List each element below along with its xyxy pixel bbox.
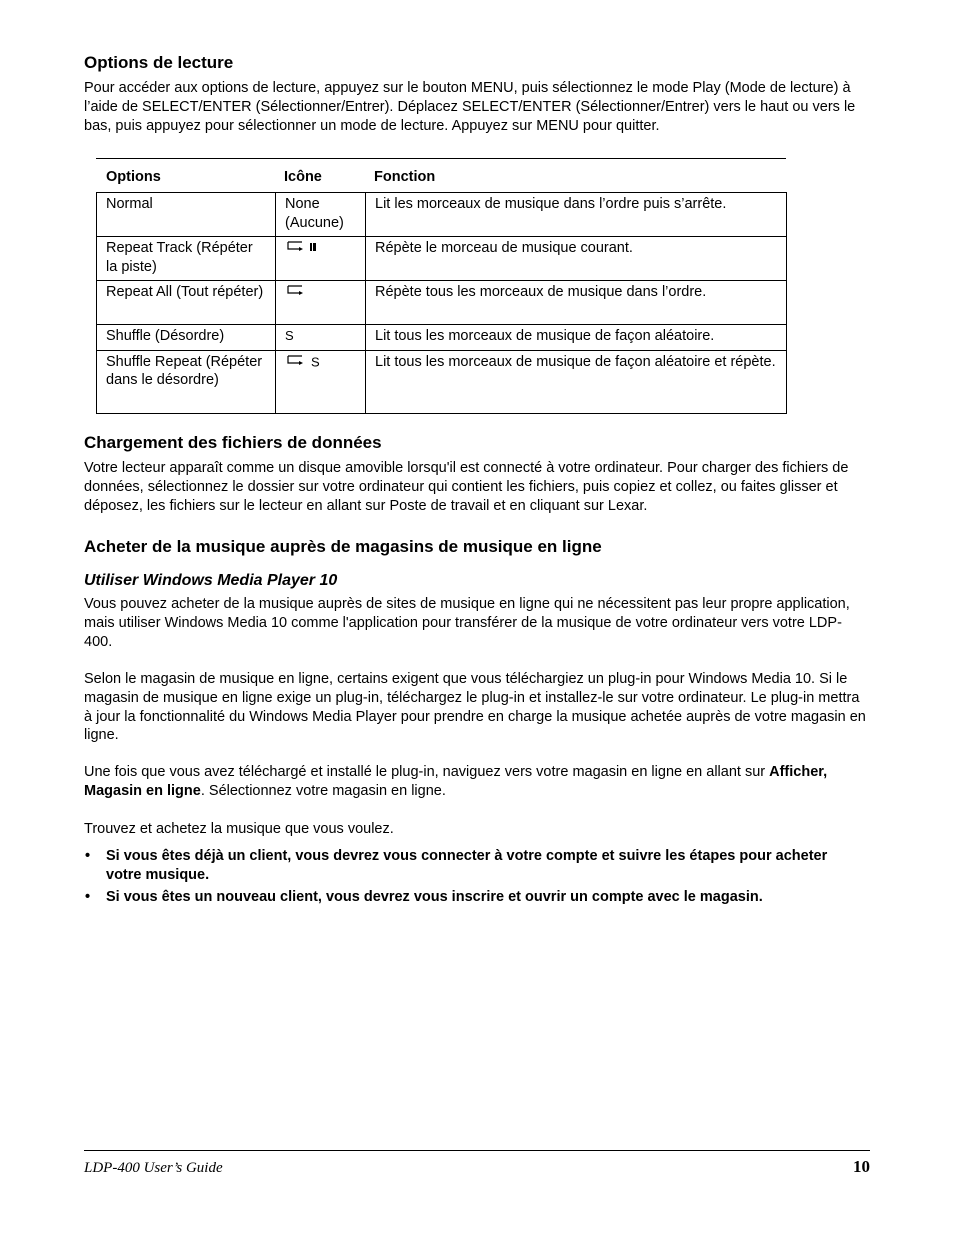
shuffle-icon: S	[285, 328, 294, 343]
option-cell: Normal	[97, 193, 276, 237]
function-cell: Lit les morceaux de musique dans l’ordre puis s’arrête.	[366, 193, 787, 237]
table-header-function: Fonction	[374, 169, 436, 185]
icon-cell	[276, 350, 366, 413]
function-cell: Répète tous les morceaux de musique dans l’ordre.	[366, 281, 787, 325]
table-row	[97, 325, 787, 351]
option-cell: Shuffle Repeat (Répéter dans le désordre)	[97, 350, 276, 413]
function-cell: Lit tous les morceaux de musique de façon aléatoire et répète.	[366, 350, 787, 413]
section-title-options: Options de lecture	[84, 53, 234, 72]
option-cell: Shuffle (Désordre)	[97, 325, 276, 351]
wmp-paragraph-1: Vous pouvez acheter de la musique auprès de sites de musique en ligne qui ne nécessitent pas leur propre application, mais utiliser Windows Media 10 comme l'application pour transférer de la musique de votre ordinateur vers votre LDP-400.	[84, 596, 850, 650]
loading-paragraph: Votre lecteur apparaît comme un disque amovible lorsqu'il est connecté à votre ordinateur. Pour charger des fichiers de données, sélectionnez le dossier sur votre ordinateur qui contient les fichiers, puis copiez et collez, ou faites glisser et déposez, les fichiers sur le lecteur en allant sur Poste de travail et en cliquant sur Lexar.	[84, 460, 849, 514]
page-number: 10	[853, 1157, 870, 1176]
repeat-one-icon	[285, 239, 319, 259]
play-options-table	[96, 192, 787, 414]
bullet-icon: •	[85, 888, 91, 905]
wmp-p3-text-end: . Sélectionnez votre magasin en ligne.	[200, 782, 446, 799]
list-item-text: Si vous êtes déjà un client, vous devrez vous connecter à votre compte et suivre les étapes pour acheter votre musique.	[106, 848, 828, 883]
repeat-shuffle-icon	[285, 353, 307, 373]
function-cell: Lit tous les morceaux de musique de façon aléatoire.	[366, 325, 787, 351]
wmp-paragraph-2: Selon le magasin de musique en ligne, certains exigent que vous téléchargiez un plug-in pour Windows Media 10. Si le magasin de musique en ligne exige un plug-in, téléchargez le plug-in et installez-le sur votre ordinateur. Le plug-in mettra à jour la fonctionnalité du Windows Media Player pour prendre en charge la musique achetée auprès de votre magasin en ligne.	[84, 671, 866, 744]
list-item	[84, 888, 844, 907]
section-title-buy-music: Acheter de la musique auprès de magasins de musique en ligne	[84, 537, 602, 556]
table-header-options: Options	[106, 169, 161, 185]
icon-cell: None (Aucune)	[276, 193, 366, 237]
option-cell: Repeat All (Tout répéter)	[97, 281, 276, 325]
wmp-p3-text: Une fois que vous avez téléchargé et installé le plug-in, naviguez vers votre magasin en ligne en allant sur	[84, 764, 770, 780]
table-row	[97, 237, 787, 281]
repeat-icon	[285, 283, 309, 303]
list-item-text: Si vous êtes un nouveau client, vous devrez vous inscrire et ouvrir un compte avec le magasin.	[106, 888, 763, 905]
shuffle-letter: S	[311, 354, 320, 370]
list-item	[84, 847, 844, 885]
icon-cell	[276, 325, 366, 351]
bullet-icon: •	[85, 848, 91, 864]
wmp-paragraph-3	[84, 763, 870, 801]
menu-path: Afficher, Magasin en ligne	[84, 764, 828, 799]
icon-cell	[276, 281, 366, 325]
section-title-loading: Chargement des fichiers de données	[84, 433, 382, 452]
bullet-list	[84, 847, 844, 909]
table-header-icon: Icône	[284, 169, 322, 185]
icon-cell	[276, 237, 366, 281]
subsection-title-wmp: Utiliser Windows Media Player 10	[84, 572, 338, 589]
function-cell: Répète le morceau de musique courant.	[366, 237, 787, 281]
footer-guide-title: LDP-400 User’s Guide	[84, 1160, 223, 1176]
table-row	[97, 193, 787, 237]
table-row	[97, 350, 787, 413]
option-cell: Repeat Track (Répéter la piste)	[97, 237, 276, 281]
table-row	[97, 281, 787, 325]
footer-rule	[84, 1150, 870, 1151]
options-intro-paragraph: Pour accéder aux options de lecture, appuyez sur le bouton MENU, puis sélectionnez le mode Play (Mode de lecture) à l’aide de SELECT/ENTER (Sélectionner/Entrer). Déplacez SELECT/ENTER (Sélectionner/Entrer) vers le haut ou vers le bas, puis appuyez pour sélectionner un mode de lecture. Appuyez sur MENU pour quitter.	[84, 80, 856, 134]
table-top-rule	[96, 158, 786, 159]
wmp-paragraph-4: Trouvez et achetez la musique que vous voulez.	[84, 821, 394, 837]
